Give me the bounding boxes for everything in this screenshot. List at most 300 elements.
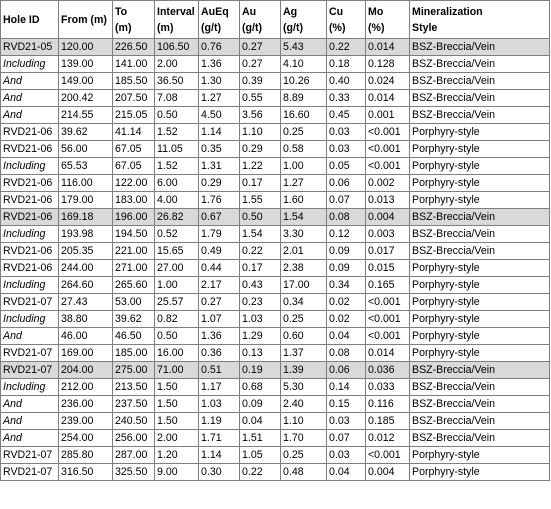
cell-cu: 0.12 <box>327 226 366 243</box>
cell-cu: 0.14 <box>327 379 366 396</box>
table-row <box>1 464 550 481</box>
cell-mo: 0.015 <box>366 260 410 277</box>
cell-hole: Including <box>1 226 59 243</box>
column-header-from <box>59 1 113 39</box>
column-header-text: (g/t) <box>283 21 303 34</box>
cell-au: 0.50 <box>240 209 281 226</box>
cell-style: BSZ-Breccia/Vein <box>410 56 550 73</box>
cell-ag: 1.54 <box>281 209 327 226</box>
cell-to: 39.62 <box>113 311 155 328</box>
cell-au: 0.22 <box>240 464 281 481</box>
table-header <box>1 1 550 39</box>
column-header-style <box>410 1 550 39</box>
cell-hole: RVD21-06 <box>1 243 59 260</box>
cell-interval: 1.00 <box>155 277 199 294</box>
cell-from: 205.35 <box>59 243 113 260</box>
cell-au: 1.55 <box>240 192 281 209</box>
cell-from: 65.53 <box>59 158 113 175</box>
cell-to: 46.50 <box>113 328 155 345</box>
cell-hole: And <box>1 328 59 345</box>
cell-cu: 0.08 <box>327 345 366 362</box>
cell-interval: 0.52 <box>155 226 199 243</box>
cell-from: 244.00 <box>59 260 113 277</box>
table-row <box>1 124 550 141</box>
cell-au: 0.13 <box>240 345 281 362</box>
cell-from: 285.80 <box>59 447 113 464</box>
cell-aueq: 0.36 <box>199 345 240 362</box>
cell-hole: RVD21-06 <box>1 260 59 277</box>
cell-interval: 4.00 <box>155 192 199 209</box>
cell-hole: RVD21-05 <box>1 39 59 56</box>
column-header-text: (g/t) <box>242 21 262 34</box>
column-header-to <box>113 1 155 39</box>
cell-hole: And <box>1 90 59 107</box>
cell-mo: <0.001 <box>366 141 410 158</box>
cell-from: 169.18 <box>59 209 113 226</box>
cell-to: 240.50 <box>113 413 155 430</box>
cell-mo: <0.001 <box>366 311 410 328</box>
cell-to: 275.00 <box>113 362 155 379</box>
cell-style: Porphyry-style <box>410 294 550 311</box>
cell-to: 265.60 <box>113 277 155 294</box>
cell-style: Porphyry-style <box>410 328 550 345</box>
cell-to: 213.50 <box>113 379 155 396</box>
table-row <box>1 243 550 260</box>
cell-cu: 0.06 <box>327 175 366 192</box>
cell-interval: 26.82 <box>155 209 199 226</box>
cell-from: 204.00 <box>59 362 113 379</box>
column-header-mo <box>366 1 410 39</box>
cell-aueq: 1.19 <box>199 413 240 430</box>
cell-ag: 0.25 <box>281 124 327 141</box>
cell-to: 194.50 <box>113 226 155 243</box>
cell-ag: 1.39 <box>281 362 327 379</box>
cell-ag: 5.43 <box>281 39 327 56</box>
table-row <box>1 447 550 464</box>
cell-hole: RVD21-06 <box>1 175 59 192</box>
table-row <box>1 311 550 328</box>
cell-mo: 0.036 <box>366 362 410 379</box>
cell-mo: <0.001 <box>366 124 410 141</box>
cell-ag: 0.48 <box>281 464 327 481</box>
cell-au: 3.56 <box>240 107 281 124</box>
cell-au: 1.22 <box>240 158 281 175</box>
cell-hole: RVD21-06 <box>1 141 59 158</box>
table-row <box>1 175 550 192</box>
cell-ag: 0.25 <box>281 447 327 464</box>
cell-ag: 0.25 <box>281 311 327 328</box>
cell-ag: 1.27 <box>281 175 327 192</box>
cell-ag: 1.37 <box>281 345 327 362</box>
table-row <box>1 396 550 413</box>
cell-ag: 5.30 <box>281 379 327 396</box>
cell-to: 67.05 <box>113 141 155 158</box>
table-row <box>1 362 550 379</box>
cell-from: 46.00 <box>59 328 113 345</box>
cell-mo: 0.004 <box>366 209 410 226</box>
cell-interval: 1.50 <box>155 379 199 396</box>
cell-aueq: 0.49 <box>199 243 240 260</box>
cell-style: Porphyry-style <box>410 260 550 277</box>
cell-hole: RVD21-07 <box>1 447 59 464</box>
cell-style: Porphyry-style <box>410 192 550 209</box>
cell-to: 67.05 <box>113 158 155 175</box>
cell-style: BSZ-Breccia/Vein <box>410 73 550 90</box>
cell-style: BSZ-Breccia/Vein <box>410 413 550 430</box>
column-header-text: (m) <box>115 21 132 34</box>
column-header-text: Mo <box>368 5 384 18</box>
cell-ag: 4.10 <box>281 56 327 73</box>
cell-aueq: 0.30 <box>199 464 240 481</box>
cell-style: BSZ-Breccia/Vein <box>410 362 550 379</box>
cell-style: Porphyry-style <box>410 277 550 294</box>
cell-from: 193.98 <box>59 226 113 243</box>
cell-au: 0.17 <box>240 175 281 192</box>
cell-hole: RVD21-07 <box>1 362 59 379</box>
cell-interval: 11.05 <box>155 141 199 158</box>
cell-ag: 1.70 <box>281 430 327 447</box>
table-body <box>1 39 550 481</box>
cell-to: 207.50 <box>113 90 155 107</box>
cell-cu: 0.02 <box>327 294 366 311</box>
cell-style: BSZ-Breccia/Vein <box>410 396 550 413</box>
cell-to: 226.50 <box>113 39 155 56</box>
cell-mo: 0.012 <box>366 430 410 447</box>
table-row <box>1 192 550 209</box>
cell-to: 41.14 <box>113 124 155 141</box>
cell-hole: RVD21-06 <box>1 192 59 209</box>
cell-cu: 0.02 <box>327 311 366 328</box>
cell-interval: 36.50 <box>155 73 199 90</box>
cell-cu: 0.05 <box>327 158 366 175</box>
cell-hole: RVD21-07 <box>1 294 59 311</box>
cell-cu: 0.03 <box>327 124 366 141</box>
cell-style: Porphyry-style <box>410 175 550 192</box>
column-header-text: (%) <box>368 21 385 34</box>
column-header-text: Hole ID <box>3 13 40 26</box>
cell-from: 236.00 <box>59 396 113 413</box>
cell-to: 185.50 <box>113 73 155 90</box>
cell-interval: 1.52 <box>155 124 199 141</box>
cell-aueq: 1.03 <box>199 396 240 413</box>
cell-aueq: 0.35 <box>199 141 240 158</box>
cell-from: 38.80 <box>59 311 113 328</box>
column-header-text: (%) <box>329 21 346 34</box>
cell-mo: 0.001 <box>366 107 410 124</box>
cell-to: 287.00 <box>113 447 155 464</box>
cell-from: 264.60 <box>59 277 113 294</box>
cell-mo: 0.004 <box>366 464 410 481</box>
cell-aueq: 2.17 <box>199 277 240 294</box>
table-row <box>1 430 550 447</box>
cell-to: 183.00 <box>113 192 155 209</box>
cell-style: Porphyry-style <box>410 464 550 481</box>
cell-au: 1.51 <box>240 430 281 447</box>
cell-style: BSZ-Breccia/Vein <box>410 107 550 124</box>
cell-interval: 16.00 <box>155 345 199 362</box>
cell-to: 237.50 <box>113 396 155 413</box>
cell-ag: 8.89 <box>281 90 327 107</box>
cell-to: 185.00 <box>113 345 155 362</box>
cell-from: 39.62 <box>59 124 113 141</box>
cell-au: 1.54 <box>240 226 281 243</box>
cell-interval: 71.00 <box>155 362 199 379</box>
cell-to: 53.00 <box>113 294 155 311</box>
cell-from: 27.43 <box>59 294 113 311</box>
cell-mo: 0.017 <box>366 243 410 260</box>
cell-mo: 0.165 <box>366 277 410 294</box>
cell-au: 0.22 <box>240 243 281 260</box>
cell-aueq: 1.71 <box>199 430 240 447</box>
cell-interval: 1.50 <box>155 413 199 430</box>
cell-hole: Including <box>1 56 59 73</box>
cell-aueq: 1.14 <box>199 124 240 141</box>
cell-style: BSZ-Breccia/Vein <box>410 90 550 107</box>
cell-ag: 2.01 <box>281 243 327 260</box>
table-row <box>1 90 550 107</box>
cell-interval: 27.00 <box>155 260 199 277</box>
cell-au: 0.68 <box>240 379 281 396</box>
cell-from: 239.00 <box>59 413 113 430</box>
cell-au: 0.39 <box>240 73 281 90</box>
cell-cu: 0.33 <box>327 90 366 107</box>
cell-au: 0.27 <box>240 39 281 56</box>
cell-hole: And <box>1 396 59 413</box>
cell-from: 179.00 <box>59 192 113 209</box>
cell-mo: 0.024 <box>366 73 410 90</box>
column-header-cu <box>327 1 366 39</box>
cell-mo: <0.001 <box>366 294 410 311</box>
cell-interval: 1.52 <box>155 158 199 175</box>
cell-interval: 25.57 <box>155 294 199 311</box>
cell-interval: 15.65 <box>155 243 199 260</box>
cell-mo: 0.185 <box>366 413 410 430</box>
cell-style: Porphyry-style <box>410 311 550 328</box>
cell-mo: <0.001 <box>366 447 410 464</box>
column-header-text: Cu <box>329 5 344 18</box>
cell-from: 149.00 <box>59 73 113 90</box>
cell-au: 0.29 <box>240 141 281 158</box>
cell-style: Porphyry-style <box>410 345 550 362</box>
cell-interval: 0.50 <box>155 328 199 345</box>
cell-interval: 7.08 <box>155 90 199 107</box>
table-row <box>1 209 550 226</box>
cell-cu: 0.04 <box>327 464 366 481</box>
cell-ag: 17.00 <box>281 277 327 294</box>
cell-from: 56.00 <box>59 141 113 158</box>
table-row <box>1 328 550 345</box>
cell-mo: 0.014 <box>366 39 410 56</box>
column-header-interval <box>155 1 199 39</box>
cell-ag: 0.58 <box>281 141 327 158</box>
cell-interval: 9.00 <box>155 464 199 481</box>
cell-ag: 1.10 <box>281 413 327 430</box>
cell-mo: <0.001 <box>366 328 410 345</box>
cell-ag: 3.30 <box>281 226 327 243</box>
column-header-text: To <box>115 5 128 18</box>
table-row <box>1 56 550 73</box>
cell-style: Porphyry-style <box>410 141 550 158</box>
cell-mo: 0.128 <box>366 56 410 73</box>
cell-from: 212.00 <box>59 379 113 396</box>
cell-interval: 2.00 <box>155 56 199 73</box>
cell-style: BSZ-Breccia/Vein <box>410 243 550 260</box>
cell-to: 271.00 <box>113 260 155 277</box>
cell-aueq: 1.31 <box>199 158 240 175</box>
cell-from: 116.00 <box>59 175 113 192</box>
cell-mo: 0.116 <box>366 396 410 413</box>
cell-aueq: 1.14 <box>199 447 240 464</box>
cell-from: 169.00 <box>59 345 113 362</box>
column-header-text: Mineralization <box>412 5 483 18</box>
cell-ag: 0.34 <box>281 294 327 311</box>
cell-au: 0.27 <box>240 56 281 73</box>
column-header-text: Ag <box>283 5 298 18</box>
cell-cu: 0.04 <box>327 328 366 345</box>
cell-mo: 0.013 <box>366 192 410 209</box>
column-header-text: Style <box>412 21 438 34</box>
cell-hole: RVD21-06 <box>1 209 59 226</box>
cell-au: 0.23 <box>240 294 281 311</box>
cell-aueq: 0.67 <box>199 209 240 226</box>
cell-from: 214.55 <box>59 107 113 124</box>
cell-aueq: 1.17 <box>199 379 240 396</box>
cell-aueq: 1.36 <box>199 56 240 73</box>
cell-style: Porphyry-style <box>410 447 550 464</box>
table-row <box>1 158 550 175</box>
cell-cu: 0.06 <box>327 362 366 379</box>
cell-interval: 6.00 <box>155 175 199 192</box>
cell-aueq: 0.51 <box>199 362 240 379</box>
cell-cu: 0.07 <box>327 192 366 209</box>
cell-ag: 16.60 <box>281 107 327 124</box>
table-row <box>1 141 550 158</box>
cell-interval: 1.50 <box>155 396 199 413</box>
table-row <box>1 107 550 124</box>
cell-aueq: 1.07 <box>199 311 240 328</box>
cell-to: 196.00 <box>113 209 155 226</box>
column-header-ag <box>281 1 327 39</box>
cell-aueq: 0.27 <box>199 294 240 311</box>
table-row <box>1 39 550 56</box>
column-header-text: From (m) <box>61 13 107 26</box>
cell-hole: Including <box>1 379 59 396</box>
cell-from: 120.00 <box>59 39 113 56</box>
cell-au: 0.09 <box>240 396 281 413</box>
column-header-text: AuEq <box>201 5 229 18</box>
cell-hole: RVD21-07 <box>1 345 59 362</box>
column-header-text: Interval <box>157 5 195 18</box>
cell-cu: 0.09 <box>327 260 366 277</box>
cell-hole: Including <box>1 311 59 328</box>
cell-aueq: 4.50 <box>199 107 240 124</box>
cell-au: 1.29 <box>240 328 281 345</box>
cell-mo: 0.014 <box>366 345 410 362</box>
cell-aueq: 1.30 <box>199 73 240 90</box>
cell-ag: 1.00 <box>281 158 327 175</box>
cell-interval: 2.00 <box>155 430 199 447</box>
cell-au: 0.17 <box>240 260 281 277</box>
table-row <box>1 345 550 362</box>
cell-mo: 0.033 <box>366 379 410 396</box>
cell-au: 0.43 <box>240 277 281 294</box>
cell-style: BSZ-Breccia/Vein <box>410 226 550 243</box>
cell-cu: 0.18 <box>327 56 366 73</box>
column-header-aueq <box>199 1 240 39</box>
cell-aueq: 0.76 <box>199 39 240 56</box>
cell-hole: And <box>1 413 59 430</box>
table-row <box>1 379 550 396</box>
cell-from: 254.00 <box>59 430 113 447</box>
cell-au: 1.05 <box>240 447 281 464</box>
column-header-text: (g/t) <box>201 21 221 34</box>
cell-hole: Including <box>1 277 59 294</box>
cell-ag: 1.60 <box>281 192 327 209</box>
table-row <box>1 226 550 243</box>
cell-au: 1.10 <box>240 124 281 141</box>
table-row <box>1 413 550 430</box>
cell-au: 1.03 <box>240 311 281 328</box>
cell-from: 139.00 <box>59 56 113 73</box>
cell-style: BSZ-Breccia/Vein <box>410 430 550 447</box>
column-header-text: Au <box>242 5 257 18</box>
cell-interval: 0.50 <box>155 107 199 124</box>
table-row <box>1 294 550 311</box>
cell-hole: RVD21-07 <box>1 464 59 481</box>
cell-cu: 0.03 <box>327 141 366 158</box>
cell-cu: 0.34 <box>327 277 366 294</box>
cell-au: 0.04 <box>240 413 281 430</box>
cell-hole: And <box>1 430 59 447</box>
column-header-hole <box>1 1 59 39</box>
cell-style: Porphyry-style <box>410 124 550 141</box>
cell-ag: 2.38 <box>281 260 327 277</box>
cell-cu: 0.07 <box>327 430 366 447</box>
cell-mo: 0.014 <box>366 90 410 107</box>
cell-style: BSZ-Breccia/Vein <box>410 39 550 56</box>
cell-cu: 0.40 <box>327 73 366 90</box>
cell-mo: 0.002 <box>366 175 410 192</box>
cell-hole: And <box>1 73 59 90</box>
cell-to: 141.00 <box>113 56 155 73</box>
cell-from: 316.50 <box>59 464 113 481</box>
cell-to: 122.00 <box>113 175 155 192</box>
cell-ag: 0.60 <box>281 328 327 345</box>
table-row <box>1 260 550 277</box>
header-row <box>1 1 550 39</box>
cell-au: 0.55 <box>240 90 281 107</box>
cell-style: BSZ-Breccia/Vein <box>410 209 550 226</box>
cell-style: Porphyry-style <box>410 158 550 175</box>
cell-mo: <0.001 <box>366 158 410 175</box>
column-header-text: (m) <box>157 21 174 34</box>
column-header-au <box>240 1 281 39</box>
cell-cu: 0.09 <box>327 243 366 260</box>
cell-mo: 0.003 <box>366 226 410 243</box>
cell-cu: 0.22 <box>327 39 366 56</box>
cell-aueq: 0.44 <box>199 260 240 277</box>
cell-from: 200.42 <box>59 90 113 107</box>
cell-aueq: 1.79 <box>199 226 240 243</box>
cell-hole: And <box>1 107 59 124</box>
cell-aueq: 1.36 <box>199 328 240 345</box>
cell-interval: 0.82 <box>155 311 199 328</box>
cell-to: 215.05 <box>113 107 155 124</box>
cell-cu: 0.03 <box>327 413 366 430</box>
cell-cu: 0.03 <box>327 447 366 464</box>
cell-cu: 0.15 <box>327 396 366 413</box>
cell-aueq: 1.27 <box>199 90 240 107</box>
